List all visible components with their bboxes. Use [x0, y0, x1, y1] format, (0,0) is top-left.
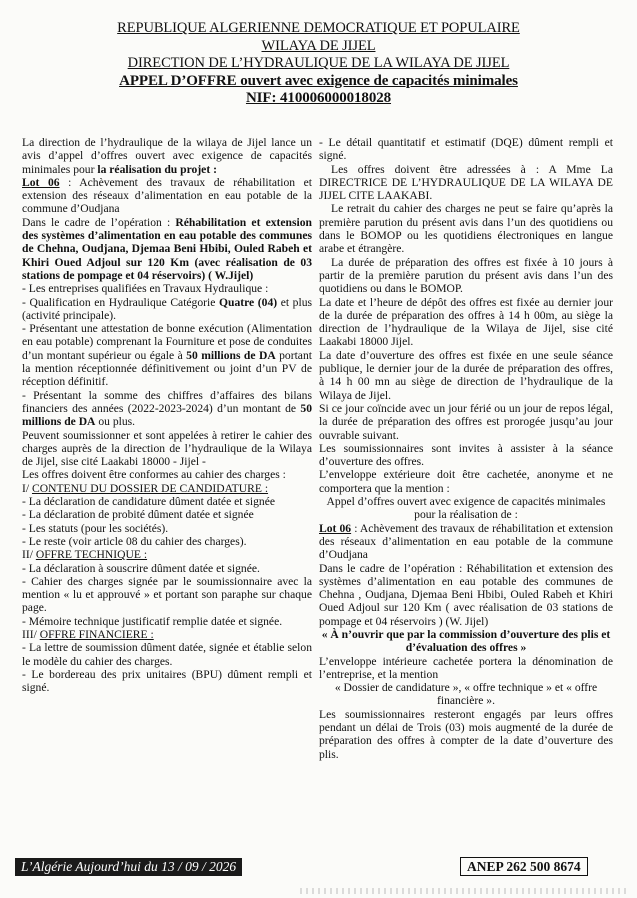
commission-notice: « À n’ouvrir que par la commission d’ouverture des plis et d’évaluation des offres » [321, 627, 611, 655]
financiere-item: - La lettre de soumission dûment datée, signée et établie selon le modèle du cahier des charges. [22, 641, 312, 668]
lot-text: : Achèvement des travaux de réhabilitation et extension des réseaux d’alimentation en eau potable de la commune d’Oudjana [22, 175, 312, 216]
header-direction: DIRECTION DE L’HYDRAULIQUE DE LA WILAYA DE JIJEL [127, 55, 510, 71]
candidature-item: - Les statuts (pour les sociétés). [22, 521, 169, 535]
inner-envelope-paragraph: L’enveloppe intérieure cachetée portera la dénomination de l’entreprise, et la mention [319, 654, 613, 681]
cadre-bold: Réhabilitation et extension des systèmes d’alimentation en eau potable des communes de Chehna, Oudjana, Djemaa Beni Hbibi, Ouled Rabeh et Khiri Oued Adjoul sur 120 Km (avec réalisation de 03 stations de pompage et 04 réservoirs) ( W.Jijel) [22, 215, 312, 282]
section-title: OFFRE TECHNIQUE : [35, 548, 148, 562]
technique-item: - La déclaration à souscrire dûment datée et signée. [22, 561, 260, 575]
validity-paragraph: Les soumissionnaires resteront engagés par leurs offres pendant un délai de Trois (03) mois augmenté de la durée de préparation des offres à compter de la date d’ouverture des plis. [319, 707, 613, 761]
attestation-tail: portant la mention réceptionnée définitivement ou joint d’un PV de réception définitif. [22, 348, 312, 389]
section-title: CONTENU DU DOSSIER DE CANDIDATURE : [31, 481, 269, 495]
lot-text: : Achèvement des travaux de réhabilitation et extension des réseaux d’alimentation en eau potable de la commune d’Oudjana [319, 521, 613, 562]
notice-body [22, 136, 612, 851]
technique-item: - Mémoire technique justificatif remplie datée et signée. [22, 614, 283, 628]
envelope-mention: Appel d’offres ouvert avec exigence de capacités minimales pour la réalisation de : [326, 495, 606, 522]
publication-footer: L’Algérie Aujourd’hui du 13 / 09 / 2026 [15, 858, 242, 876]
cadre-paragraph-right: Dans le cadre de l’opération : Réhabilitation et extension des systèmes d’alimentation en eau potable des communes de Chehna , Oudjana, Djemaa Beni Hbibi, Ouled Rabeh et Khiri Oued Adjoul sur 120 Km ( avec réalisation de 03 stations de pompage et 04 réservoirs ) (W. Jijel) [319, 561, 613, 628]
section-number: II/ [22, 548, 36, 562]
intro-bold: la réalisation du projet : [97, 162, 217, 176]
duration-paragraph: La durée de préparation des offres est fixée à 10 jours à partir de la première parution du présent avis dans l’un des quotidiens ou dans le BOMOP. [319, 255, 613, 296]
lot-paragraph-right [319, 522, 613, 562]
section-title: OFFRE FINANCIERE : [39, 627, 154, 641]
section-technique-heading [22, 548, 312, 561]
retrait-paragraph: Le retrait du cahier des charges ne peut se faire qu’après la première parution du présent avis dans l’un des quotidiens ou dans le BOMOP ou les quotidiens électroniques en langue arabe et étrangère. [319, 202, 613, 256]
qualification-text: - Qualification en Hydraulique Catégorie [22, 295, 219, 309]
compliance-paragraph: Les offres doivent être conformes au cahier des charges : [22, 468, 286, 482]
opening-paragraph: La date d’ouverture des offres est fixée en une seule séance publique, le dernier jour de la durée de préparation des offres, à 14 h 00 mn au siège de direction de l’hydraulique de la Wilaya de Jijel. [319, 348, 613, 402]
header-republic: REPUBLIQUE ALGERIENNE DEMOCRATIQUE ET POPULAIRE [117, 20, 520, 36]
turnover-tail: ou plus. [95, 415, 136, 429]
dqe-line: - Le détail quantitatif et estimatif (DQE) dûment rempli et signé. [319, 136, 613, 163]
qualification-tail: et plus (activité principale). [22, 295, 312, 322]
scan-noise [300, 888, 630, 894]
technique-item: - Cahier des charges signée par le soumissionnaire avec la mention « lu et approuvé » et portant son paraphe sur chaque page. [22, 574, 312, 615]
header-wilaya: WILAYA DE JIJEL [261, 37, 376, 54]
cadre-text: Dans le cadre de l’opération : [22, 215, 176, 229]
address-paragraph: Les offres doivent être adressées à : A Mme La DIRECTRICE DE L’HYDRAULIQUE DE LA WILAYA DE JIJEL CITE LAAKABI. [319, 162, 613, 203]
attestation-paragraph [22, 322, 312, 388]
notice-header [0, 20, 637, 108]
section-number: I/ [22, 481, 32, 495]
attendance-paragraph: Les soumissionnaires sont invites à assister à la séance d’ouverture des offres. [319, 441, 613, 469]
candidature-item: - La déclaration de probité dûment datée et signée [22, 508, 254, 522]
lot-label: Lot 06 [22, 175, 60, 189]
candidature-item: - La déclaration de candidature dûment datée et signée [22, 495, 276, 509]
candidature-item: - Le reste (voir article 08 du cahier des charges). [22, 534, 247, 548]
section-number: III/ [22, 627, 40, 641]
cadre-paragraph [22, 216, 312, 282]
intro-text: La direction de l’hydraulique de la wilaya de Jijel lance un avis d’appel d’offres ouvert avec exigence de capacités minimales pour [22, 136, 312, 176]
inner-envelope-mention: « Dossier de candidature », « offre technique » et « offre financière ». [334, 681, 598, 708]
qualification-line [22, 296, 312, 323]
holiday-paragraph: Si ce jour coïncide avec un jour férié ou un jour de repos légal, la durée de préparation des offres est prorogée jusqu’au jour ouvrable suivant. [319, 401, 613, 442]
lot-paragraph [22, 176, 312, 216]
left-column [22, 136, 312, 694]
intro-paragraph [22, 136, 312, 176]
turnover-text: - Présentant la somme des chiffres d’affaires des bilans financiers des années (2022-2023-2024) d’un montant de [22, 388, 312, 415]
anep-reference: ANEP 262 500 8674 [460, 857, 588, 876]
header-nif: NIF: 410006000018028 [245, 90, 392, 106]
financiere-item: - Le bordereau des prix unitaires (BPU) dûment rempli et signé. [22, 667, 312, 695]
turnover-amount: 50 millions de DA [22, 401, 312, 429]
qualification-category: Quatre (04) [218, 295, 278, 309]
attestation-text: - Présentant une attestation de bonne exécution (Alimentation en eau potable) comprenant la Fourniture et pose de conduites d’un montant supérieur ou égale à [22, 322, 312, 362]
outer-envelope-paragraph: L’enveloppe extérieure doit être cachetée, anonyme et ne comportera que la mention : [319, 468, 613, 495]
withdrawal-paragraph: Peuvent soumissionner et sont appelées à retirer le cahier des charges auprès de la direction de l’hydraulique de la Wilaya de Jijel, sise cité Laakabi 18000 - Jijel - [22, 428, 312, 469]
turnover-paragraph [22, 389, 312, 429]
deposit-paragraph: La date et l’heure de dépôt des offres est fixée au dernier jour de la durée de préparation des offres à 14 h 00m, au siège la direction de l’hydraulique de la Wilaya de Jijel, sise cité Laakabi 18000 Jijel. [319, 295, 613, 349]
attestation-amount: 50 millions de DA [186, 348, 276, 362]
section-financiere-heading [22, 628, 312, 641]
header-title: APPEL D’OFFRE ouvert avec exigence de capacités minimales [119, 72, 518, 89]
lot-label: Lot 06 [319, 521, 352, 535]
section-candidature-heading [22, 482, 312, 495]
right-column [319, 136, 613, 761]
eligibility-line: - Les entreprises qualifiées en Travaux Hydraulique : [22, 282, 269, 296]
